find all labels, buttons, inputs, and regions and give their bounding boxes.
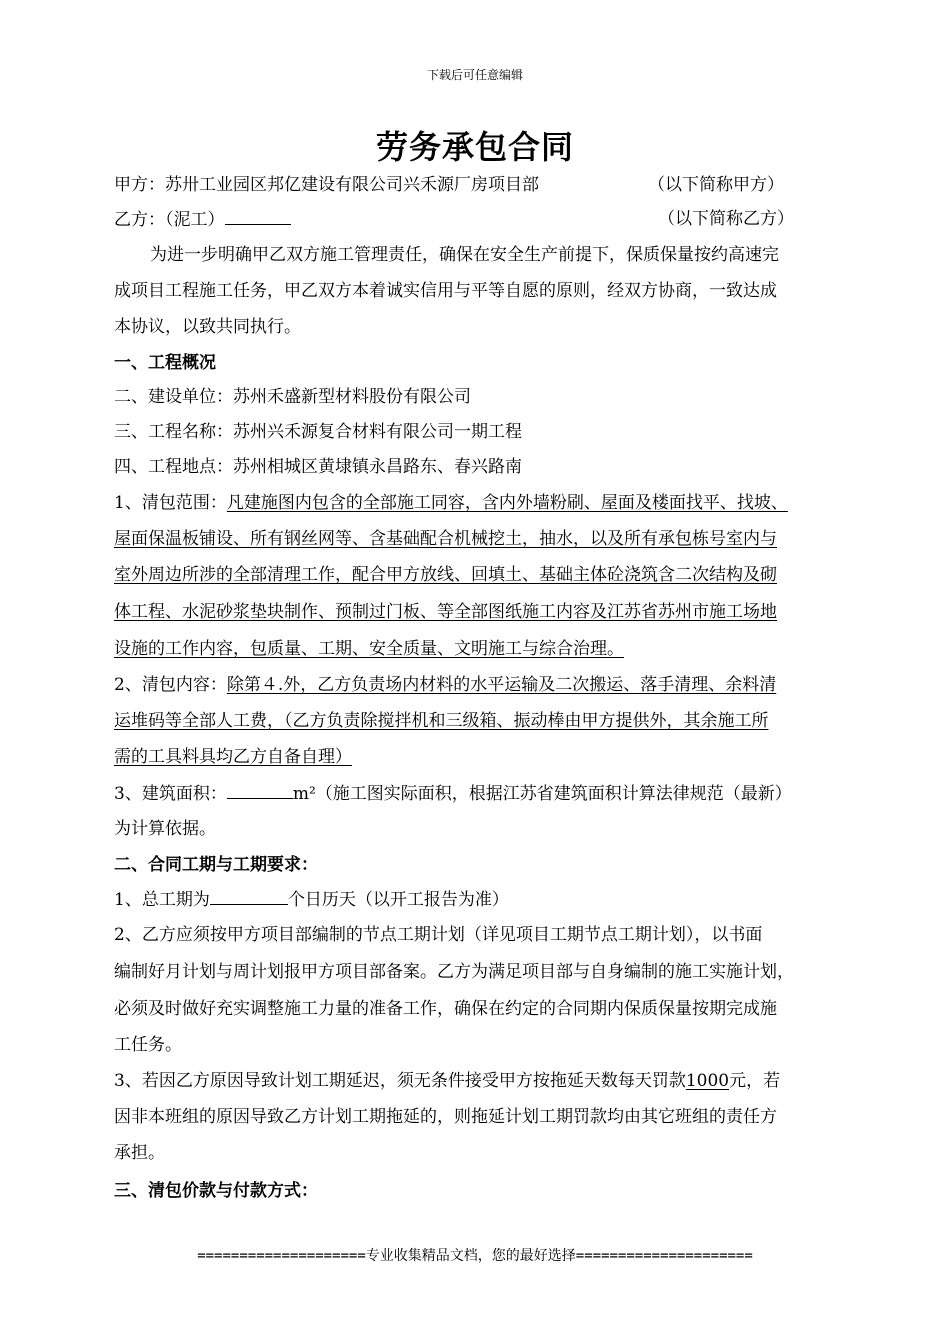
scope-text: 屋面保温板铺设、所有钢丝网等、含基础配合机械挖土，抽水，以及所有承包栋号室内与 xyxy=(114,529,777,549)
area-blank[interactable] xyxy=(227,782,293,799)
penalty-line xyxy=(114,1070,780,1092)
penalty-pre: 3、若因乙方原因导致计划工期延迟，须无条件接受甲方按拖延天数每天罚款 xyxy=(114,1071,686,1091)
scope-label: 1、清包范围： xyxy=(114,493,227,513)
area-label: 3、建筑面积： xyxy=(114,784,227,804)
scope-line xyxy=(114,492,788,514)
duration-post: 个日历天（以开工报告为准） xyxy=(287,890,509,910)
content-text: 运堆码等全部人工费，（乙方负责除搅拌机和三级箱、振动棒由甲方提供外，其余施工所 xyxy=(114,711,769,731)
content-line xyxy=(114,674,776,696)
construction-unit: 二、建设单位：苏州禾盛新型材料股份有限公司 xyxy=(114,387,471,407)
party-a-label: 甲方：苏卅工业园区邦亿建设有限公司兴禾源厂房项目部 xyxy=(114,175,539,195)
intro-line: 成项目工程施工任务，甲乙双方本着诚实信用与平等自愿的原则，经双方协商，一致达成 xyxy=(114,281,777,301)
duration-pre: 1、总工期为 xyxy=(114,890,210,910)
duration-blank[interactable] xyxy=(210,888,288,905)
party-b-alias: （以下简称乙方） xyxy=(658,209,794,229)
footer-banner: ====================专业收集精品文档，您的最好选择===================== xyxy=(197,1248,753,1264)
area-line-2: 为计算依据。 xyxy=(114,819,216,839)
scope-text: 设施的工作内容，包质量、工期、安全质量、文明施工与综合治理。 xyxy=(114,639,624,659)
duration-line xyxy=(114,888,509,911)
party-b-blank[interactable] xyxy=(225,208,291,225)
penalty-text: 因非本班组的原因导致乙方计划工期拖延的，则拖延计划工期罚款均由其它班组的责任方 xyxy=(114,1107,777,1127)
project-location: 四、工程地点：苏州相城区黄埭镇永昌路东、春兴路南 xyxy=(114,457,522,477)
section-heading: 三、清包价款与付款方式： xyxy=(114,1181,318,1201)
project-name: 三、工程名称：苏州兴禾源复合材料有限公司一期工程 xyxy=(114,422,522,442)
content-text: 除第４.外，乙方负责场内材料的水平运输及二次搬运、落手清理、余料清 xyxy=(226,675,777,695)
header-note: 下载后可任意编辑 xyxy=(426,68,523,82)
area-line xyxy=(114,782,792,805)
penalty-post: 元，若 xyxy=(729,1071,781,1091)
schedule-text: 必须及时做好充实调整施工力量的准备工作，确保在约定的合同期内保质保量按期完成施 xyxy=(114,999,777,1019)
section-heading: 一、工程概况 xyxy=(114,353,216,373)
scope-text: 体工程、水泥砂浆垫块制作、预制过门板、等全部图纸施工内容及江苏省苏州市施工场地 xyxy=(114,602,777,622)
party-b-label: 乙方：（泥工） xyxy=(114,210,225,230)
content-label: 2、清包内容： xyxy=(114,675,227,695)
penalty-amount: 1000 xyxy=(685,1071,730,1091)
penalty-text: 承担。 xyxy=(114,1143,165,1163)
section-heading: 二、合同工期与工期要求： xyxy=(114,855,318,875)
party-a-line xyxy=(114,174,539,196)
intro-line: 为进一步明确甲乙双方施工管理责任，确保在安全生产前提下，保质保量按约高速完 xyxy=(150,245,779,265)
schedule-text: 编制好月计划与周计划报甲方项目部备案。乙方为满足项目部与自身编制的施工实施计划， xyxy=(114,962,794,982)
schedule-text: 工任务。 xyxy=(114,1035,182,1055)
scope-text: 凡建施图内包含的全部施工同容，含内外墙粉刷、屋面及楼面找平、找坡、 xyxy=(226,493,788,513)
party-a-alias: （以下简称甲方） xyxy=(648,175,784,195)
intro-line: 本协议，以致共同执行。 xyxy=(114,317,301,337)
content-text: 需的工具料具均乙方自备自理） xyxy=(114,747,352,767)
scope-text: 室外周边所涉的全部清理工作，配合甲方放线、回填土、基础主体砼浇筑含二次结构及砌 xyxy=(114,565,777,585)
contract-title: 劳务承包合同 xyxy=(375,128,574,166)
schedule-text: 2、乙方应须按甲方项目部编制的节点工期计划（详见项目工期节点工期计划），以书面 xyxy=(114,925,763,945)
party-b-line xyxy=(114,208,291,231)
area-unit-text: m²（施工图实际面积，根据江苏省建筑面积计算法律规范（最新） xyxy=(292,784,792,804)
